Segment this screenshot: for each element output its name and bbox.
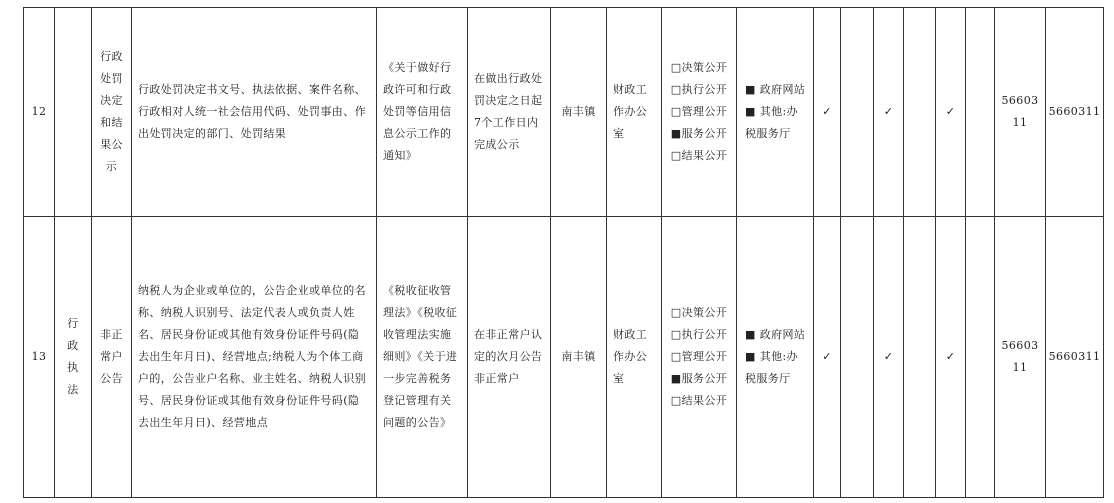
basis-cell: 《税收征收管理法》《税收征收管理法实施细则》《关于进一步完善税务登记管理有关问题的公告》 — [377, 217, 468, 498]
category-cell — [55, 8, 92, 217]
publicity-option: □管理公开 — [670, 105, 728, 118]
publicity-option: □决策公开 — [670, 306, 728, 319]
check-mark-cell — [904, 217, 936, 498]
channel-item: ■ 政府网站 — [745, 83, 806, 96]
check-mark-cell — [904, 8, 936, 217]
row-number: 13 — [24, 217, 55, 498]
basis-cell: 《关于做好行政许可和行政处罚等信用信息公示工作的通知》 — [377, 8, 468, 217]
item-name-cell: 非正 常户 公告 — [92, 217, 132, 498]
content-cell: 行政处罚决定书文号、执法依据、案件名称、行政相对人统一社会信用代码、处罚事由、作出处罚决定的部门、处罚结果 — [132, 8, 377, 217]
publicity-option: □执行公开 — [670, 83, 728, 96]
table-row — [24, 8, 1104, 217]
phone-cell: 5660311 — [995, 217, 1046, 498]
publicity-option: □执行公开 — [670, 328, 728, 341]
check-mark-cell: ✓ — [874, 217, 904, 498]
publicity-option: ■服务公开 — [670, 372, 728, 385]
channel-cell — [737, 217, 814, 498]
publicity-option: □结果公开 — [670, 394, 728, 407]
publicity-option: □结果公开 — [670, 149, 728, 162]
content-cell: 纳税人为企业或单位的，公告企业或单位的名称、纳税人识别号、法定代表人或负责人姓名、居民身份证或其他有效身份证件号码(隐去出生年月日)、经营地点;纳税人为个体工商户的，公告业户名称、业主姓名、纳税人识别号、居民身份证或其他有效身份证件号码(隐去出生年月日)、经营地点 — [132, 217, 377, 498]
check-mark-cell — [966, 8, 995, 217]
publicity-option: □管理公开 — [670, 350, 728, 363]
channel-item: ■ 政府网站 — [745, 328, 806, 341]
row-number: 12 — [24, 8, 55, 217]
publicity-type-cell — [662, 8, 737, 217]
check-mark-cell — [841, 217, 874, 498]
channel-item: ■ 其他:办税服务厅 — [745, 105, 798, 140]
publicity-option: □决策公开 — [670, 61, 728, 74]
phone-cell: 5660311 — [995, 8, 1046, 217]
department-cell: 财政工作办公室 — [607, 217, 662, 498]
department-cell: 财政工作办公室 — [607, 8, 662, 217]
check-mark-cell: ✓ — [814, 8, 841, 217]
disclosure-table — [23, 7, 1104, 498]
subject-cell: 南丰镇 — [551, 8, 607, 217]
check-mark-cell: ✓ — [936, 8, 966, 217]
check-mark-cell — [841, 8, 874, 217]
timing-cell: 在做出行政处罚决定之日起7个工作日内完成公示 — [468, 8, 551, 217]
channel-cell — [737, 8, 814, 217]
publicity-option: ■服务公开 — [670, 127, 728, 140]
subject-cell: 南丰镇 — [551, 217, 607, 498]
phone-cell: 5660311 — [1046, 8, 1104, 217]
item-name-cell: 行政 处罚 决定 和结 果公 示 — [92, 8, 132, 217]
timing-cell: 在非正常户认定的次月公告非正常户 — [468, 217, 551, 498]
channel-item: ■ 其他:办税服务厅 — [745, 350, 798, 385]
table-row — [24, 217, 1104, 498]
check-mark-cell: ✓ — [936, 217, 966, 498]
check-mark-cell: ✓ — [814, 217, 841, 498]
publicity-type-cell — [662, 217, 737, 498]
category-cell: 行 政 执 法 — [55, 217, 92, 498]
check-mark-cell: ✓ — [874, 8, 904, 217]
check-mark-cell — [966, 217, 995, 498]
phone-cell: 5660311 — [1046, 217, 1104, 498]
